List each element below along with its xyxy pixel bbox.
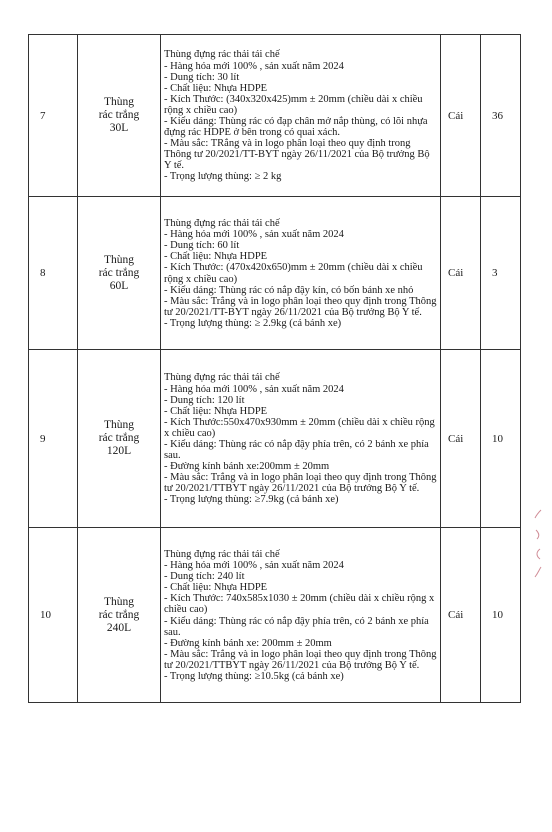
description-line: Thùng đựng rác thải tái chế — [164, 49, 280, 61]
product-description — [161, 35, 441, 197]
description-line: - Trọng lượng thùng: ≥7.9kg (cả bánh xe) — [164, 494, 339, 506]
description-line: - Hàng hóa mới 100% , sản xuất năm 2024 — [164, 229, 344, 241]
description-line: Thùng đựng rác thải tái chế — [164, 372, 280, 384]
product-name — [78, 528, 161, 703]
description-line: - Trọng lượng thùng: ≥ 2 kg — [164, 171, 282, 183]
description-line: - Màu sắc: Trắng và in logo phân loại theo quy định trong Thông tư 20/2021/TTBYT ngày 26/11/2021 của Bộ trưởng Bộ Y tế. — [164, 472, 437, 495]
table-row — [29, 528, 521, 703]
product-name — [78, 350, 161, 528]
description-line: - Trọng lượng thùng: ≥ 2.9kg (cả bánh xe) — [164, 317, 342, 329]
description-line: - Màu sắc: Trắng và in logo phân loại theo quy định trong Thông tư 20/2021/TT-BYT ngày 26/11/2021 của Bộ trưởng Bộ Y tế. — [164, 295, 437, 318]
description-line: - Hàng hóa mới 100% , sản xuất năm 2024 — [164, 383, 344, 395]
product-name-line: Thùng — [103, 595, 135, 608]
row-number: 8 — [29, 197, 78, 350]
product-name — [78, 197, 161, 350]
product-name — [78, 35, 161, 197]
product-name-line: rác trắng — [98, 608, 140, 621]
table-row — [29, 35, 521, 197]
product-name-line: Thùng — [103, 419, 135, 431]
product-name-line: Thùng — [103, 96, 135, 108]
product-name-line: 240L — [106, 621, 132, 634]
description-line: - Kích Thước: 740x585x1030 ± 20mm (chiều dài x chiều rộng x chiều cao) — [164, 593, 435, 616]
product-name-line: 30L — [109, 122, 129, 134]
margin-pen-mark — [533, 528, 543, 540]
description-line: - Kiểu dáng: Thùng rác có nắp đậy kín, có bốn bánh xe nhỏ — [164, 284, 414, 296]
description-line: - Hàng hóa mới 100% , sản xuất năm 2024 — [164, 60, 344, 72]
quantity-cell: 3 — [481, 197, 521, 350]
row-number: 10 — [29, 528, 78, 703]
description-line: - Kiểu dáng: Thùng rác có nắp đậy phía trên, có 2 bánh xe phía sau. — [164, 615, 429, 638]
description-line: - Đường kính bánh xe: 200mm ± 20mm — [164, 637, 332, 649]
description-line: - Màu sắc: TRắng và in logo phân loại theo quy định trong Thông tư 20/2021/TT-BYT ngày 26/11/2021 của Bộ trưởng Bộ Y tế. — [164, 138, 430, 172]
unit-cell: Cái — [441, 35, 481, 197]
description-line: - Dung tích: 240 lít — [164, 571, 245, 583]
product-name-line: rác trắng — [98, 266, 140, 279]
description-line: - Chất liệu: Nhựa HDPE — [164, 251, 268, 263]
unit-cell: Cái — [441, 197, 481, 350]
description-line: Thùng đựng rác thải tái chế — [164, 548, 280, 560]
margin-pen-mark — [533, 566, 543, 578]
product-description — [161, 350, 441, 528]
quantity-cell: 10 — [481, 350, 521, 528]
description-line: - Kiểu dáng: Thùng rác có đạp chân mở nắp thùng, có lõi nhựa đựng rác HDPE ở bên trong có quai xách. — [164, 116, 428, 139]
description-line: - Hàng hóa mới 100% , sản xuất năm 2024 — [164, 560, 344, 572]
table-row — [29, 197, 521, 350]
description-line: - Kích Thước: (340x320x425)mm ± 20mm (chiều dài x chiều rộng x chiều cao) — [164, 93, 423, 116]
description-line: - Dung tích: 30 lít — [164, 71, 240, 83]
row-number: 7 — [29, 35, 78, 197]
product-name-line: rác trắng — [98, 109, 140, 121]
product-description — [161, 528, 441, 703]
description-line: Thùng đựng rác thải tái chế — [164, 218, 280, 230]
row-number: 9 — [29, 350, 78, 528]
description-line: - Dung tích: 60 lít — [164, 240, 240, 252]
unit-cell: Cái — [441, 528, 481, 703]
product-name-line: rác trắng — [98, 432, 140, 444]
description-line: - Đường kính bánh xe:200mm ± 20mm — [164, 461, 330, 473]
description-line: - Chất liệu: Nhựa HDPE — [164, 82, 268, 94]
margin-pen-mark — [533, 548, 543, 560]
description-line: - Trọng lượng thùng: ≥10.5kg (cả bánh xe) — [164, 670, 344, 682]
quantity-cell: 36 — [481, 35, 521, 197]
description-line: - Kích Thước: (470x420x650)mm ± 20mm (chiều dài x chiều rộng x chiều cao) — [164, 262, 423, 285]
product-spec-table — [28, 34, 521, 703]
description-line: - Chất liệu: Nhựa HDPE — [164, 582, 268, 594]
description-line: - Màu sắc: Trắng và in logo phân loại theo quy định trong Thông tư 20/2021/TTBYT ngày 26/11/2021 của Bộ trưởng Bộ Y tế. — [164, 648, 437, 671]
product-description — [161, 197, 441, 350]
description-line: - Dung tích: 120 lít — [164, 394, 245, 406]
margin-pen-mark — [533, 508, 543, 520]
product-name-line: 60L — [109, 279, 129, 292]
product-name-line: Thùng — [103, 253, 135, 266]
product-name-line: 120L — [106, 445, 132, 457]
description-line: - Kích Thước:550x470x930mm ± 20mm (chiều dài x chiều rộng x chiều cao) — [164, 416, 435, 439]
unit-cell: Cái — [441, 350, 481, 528]
description-line: - Chất liệu: Nhựa HDPE — [164, 405, 268, 417]
table-row — [29, 350, 521, 528]
quantity-cell: 10 — [481, 528, 521, 703]
description-line: - Kiểu dáng: Thùng rác có nắp đậy phía trên, có 2 bánh xe phía sau. — [164, 439, 429, 462]
